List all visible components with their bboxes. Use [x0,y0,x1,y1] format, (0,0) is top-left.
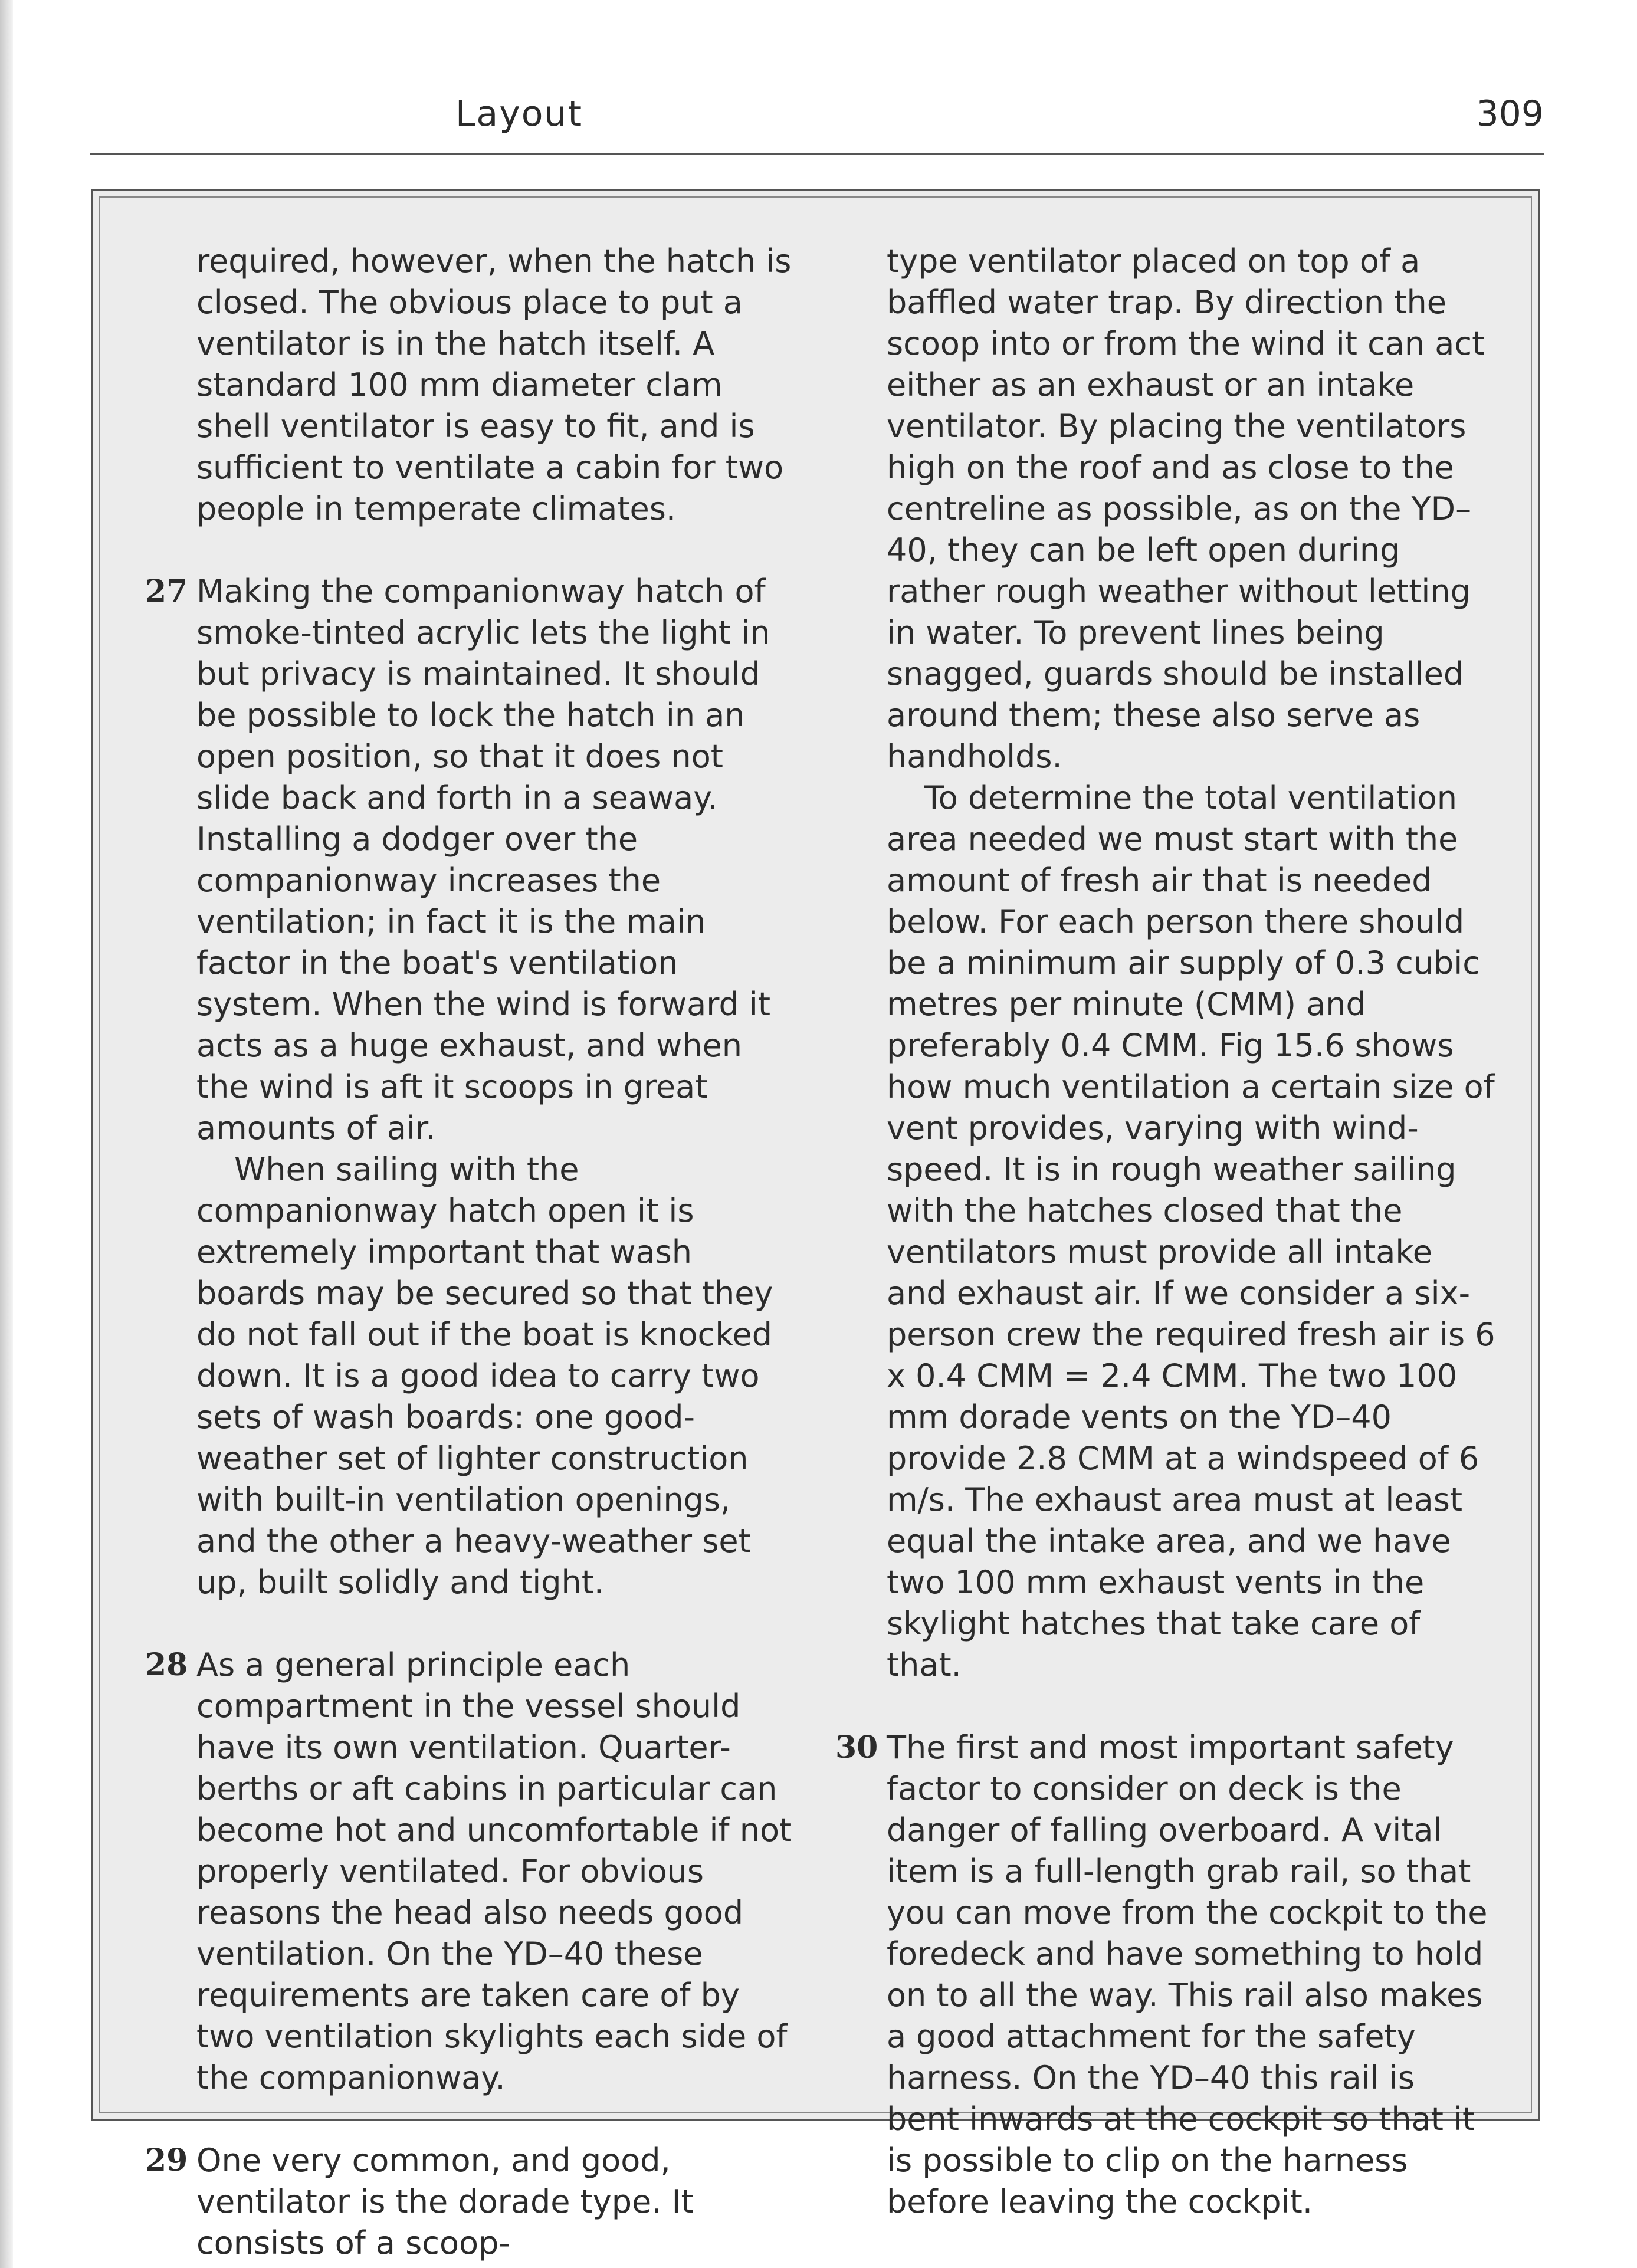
ventilation-area-paragraph: To determine the total ventilation area needed we must start with the amount of fresh air that is needed below. For each person there should be a minimum air supply of 0.3 cubic metres per minute (CMM) and preferably 0.4 CMM. Fig 15.6 shows how much ventilation a certain size of vent provides, varying with wind-speed. It is in rough weather sailing with the hatches closed that the ventilators must provide all intake and exhaust air. If we consider a six-person crew the required fresh air is 6 x 0.4 CMM = 2.4 CMM. The two 100 mm dorade vents on the YD–40 provide 2.8 CMM at a windspeed of 6 m/s. The exhaust area must at least equal the intake area, and we have two 100 mm exhaust vents in the skylight hatches that take care of that. [887,779,1495,1683]
note-number: 28 [145,1647,188,1683]
running-head: Layout [455,93,583,134]
note-number: 30 [835,1729,878,1765]
note-paragraph: Making the companionway hatch of smoke-tinted acrylic lets the light in but privacy is maintained. It should be possible to lock the hatch in an open position, so that it does not slide back and forth in a seaway. Installing a dodger over the companionway increases the ventilation; in fact it is the main factor in the boat's ventilation system. When the wind is forward it acts as a huge exhaust, and when the wind is aft it scoops in great amounts of air. [196,573,771,1147]
page-spine-shadow [0,0,13,2268]
note-paragraph: The first and most important safety factor to consider on deck is the danger of falling overboard. A vital item is a full-length grab rail, so that you can move from the cockpit to the foredeck and have something to hold on to all the way. This rail also makes a good attachment for the safety harness. On the YD–40 this rail is bent inwards at the cockpit so that it is possible to clip on the harness before leaving the cockpit. [887,1729,1488,2220]
page-header [90,93,1544,158]
note-number: 27 [145,573,188,609]
note-paragraph: When sailing with the companionway hatch open it is extremely important that wash boards may be secured so that they do not fall out if the boat is knocked down. It is a good idea to carry two sets of wash boards: one good-weather set of lighter construction with built-in ventilation openings, and the other a heavy-weather set up, built solidly and tight. [196,1151,773,1601]
intro-paragraph: required, however, when the hatch is closed. The obvious place to put a ventilator is in the hatch itself. A standard 100 mm diameter clam shell ventilator is easy to fit, and is sufficient to ventilate a cabin for two people in temperate climates. [196,242,792,527]
note-27 [145,571,798,1603]
boxed-notes-panel [91,189,1540,2262]
note-28 [145,1645,798,2099]
note-paragraph: One very common, and good, ventilator is the dorade type. It consists of a scoop- [196,2142,694,2262]
note-paragraph: As a general principle each compartment in the vessel should have its own ventilation. Quarter-berths or aft cabins in particular can become hot and uncomfortable if not properly ventilated. For obvious reasons the head also needs good ventilation. On the YD–40 these requirements are taken care of by two ventilation skylights each side of the companionway. [196,1646,792,2096]
page-number: 309 [1476,93,1544,134]
left-column [145,241,798,2264]
continued-paragraph: type ventilator placed on top of a baffled water trap. By direction the scoop into or from the wind it can act either as an exhaust or an intake ventilator. By placing the ventilators high on the roof and as close to the centreline as possible, as on the YD–40, they can be left open during rather rough weather without letting in water. To prevent lines being snagged, guards should be installed around them; these also serve as handholds. [887,242,1485,775]
header-rule [90,153,1544,155]
note-number: 29 [145,2142,188,2178]
right-column [835,241,1497,2223]
note-29 [145,2140,798,2264]
note-30 [835,1727,1497,2223]
